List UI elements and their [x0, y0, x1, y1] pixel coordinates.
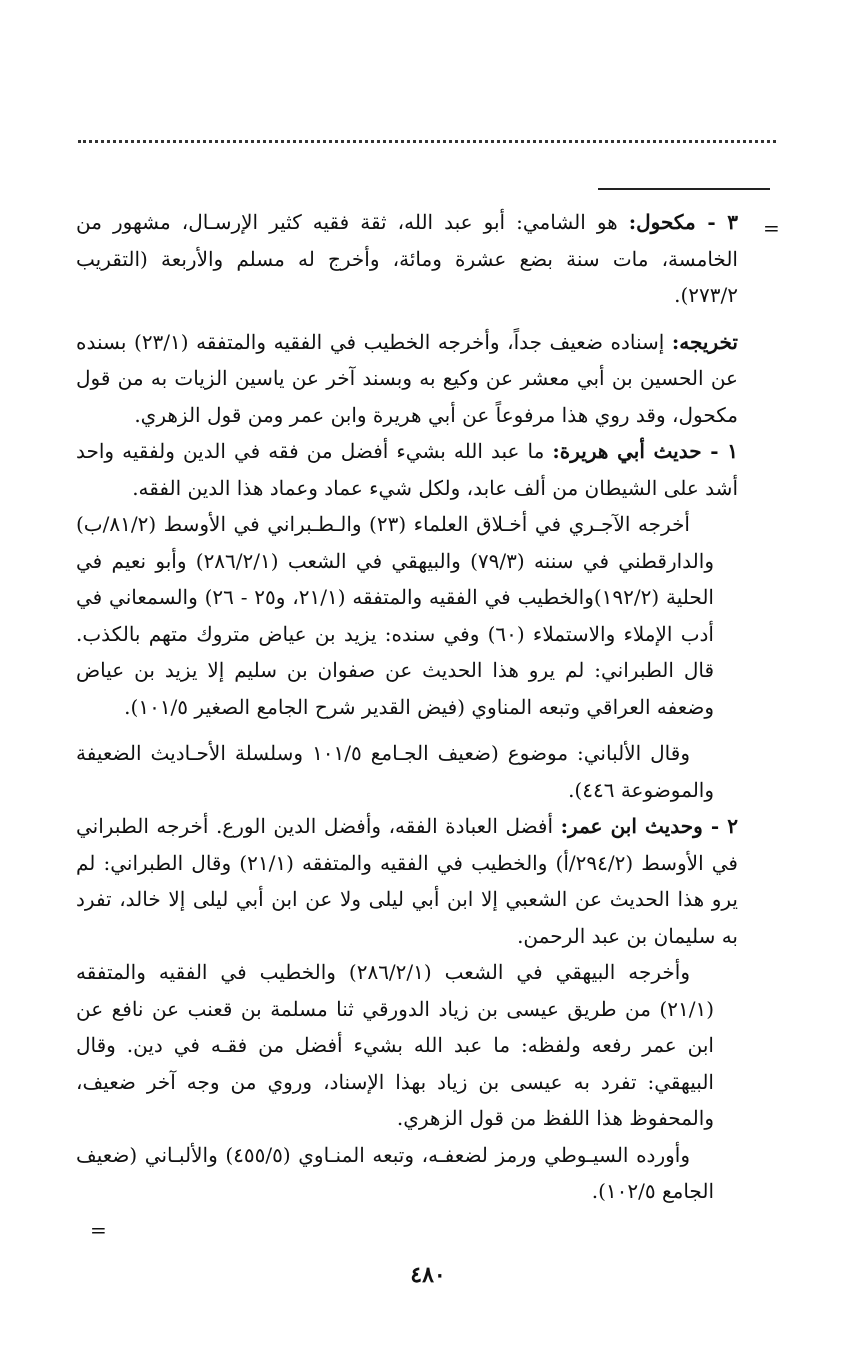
hadith-1-takhrij: أخرجه الآجـري في أخـلاق العلماء (٢٣) والـطـبراني في الأوسط (٨١/٢/ب) والدارقطني في سننه (٧٩/٣) والبيهقي في الشعب (٢٨٦/٢/١) وأبو نعيم في الحلية (١٩٢/٢)والخطيب في الفقيه والمتفقه (٢١/١، و٢٥ - ٢٦) والسمعاني في أدب الإملاء والاستملاء (٦٠) وفي سنده: يزيد بن عياض متروك متهم بالكذب. قال الطبراني: لم يرو هذا الحديث عن صفوان بن سليم إلا يزيد بن عياض وضعفه العراقي وتبعه المناوي (فيض القدير شرح الجامع الصغير ١٠١/٥).	[76, 512, 715, 719]
hadith-2-text: أفضل العبادة الفقه، وأفضل الدين الورع. أخرجه الطبراني في الأوسط (٢٩٤/٢/أ) والخطيب في الفقيه والمتفقه (٢١/١) وقال الطبراني: لم يرو هذا الحديث عن الشعبي إلا ابن أبي ليلى ولا عن ابن أبي ليلى إلا خالد، تفرد به سليمان بن عبد الرحمن.	[76, 814, 738, 948]
hadith-1-albani: وقال الألباني: موضوع (ضعيف الجـامع ١٠١/٥ وسلسلة الأحـاديث الضعيفة والموضوعة ٤٤٦).	[76, 741, 714, 802]
page-number: ٤٨٠	[410, 1262, 446, 1288]
note-takhrij	[76, 324, 738, 434]
note-makhul-text: هو الشامي: أبو عبد الله، ثقة فقيه كثير الإرسـال، مشهور من الخامسة، مات سنة بضع عشرة ومائة، وأخرج له مسلم والأربعة (التقريب ٢٧٣/٢).	[76, 210, 738, 307]
hadith-1-label: ١ - حديث أبي هريرة:	[552, 439, 738, 463]
hadith-2-suyuti: وأورده السيـوطي ورمز لضعفـه، وتبعه المنـاوي (٤٥٥/٥) والألبـاني (ضعيف الجامع ١٠٢/٥).	[76, 1142, 714, 1203]
hadith-2	[76, 808, 738, 954]
continuation-mark-top: =	[763, 216, 780, 240]
note-makhul	[76, 204, 738, 314]
continuation-mark-bottom: =	[90, 1218, 107, 1242]
footnote-rule	[598, 188, 770, 190]
note-takhrij-label: تخريجه:	[671, 329, 738, 354]
note-takhrij-text: إسناده ضعيف جداً، وأخرجه الخطيب في الفقيه والمتفقه (٢٣/١) بسنده عن الحسين بن أبي معشر عن وكيع به وبسند آخر عن ياسين الزيات به من قول مكحول، وقد روي هذا مرفوعاً عن أبي هريرة وابن عمر ومن قول الزهري.	[76, 329, 738, 427]
footnotes-body	[76, 204, 738, 1210]
note-makhul-label: ٣ - مكحول:	[628, 210, 738, 234]
hadith-1-text: ما عبد الله بشيء أفضل من فقه في الدين ولفقيه واحد أشد على الشيطان من ألف عابد، ولكل شيء عماد وعماد هذا الدين الفقه.	[76, 439, 738, 500]
hadith-2-label: ٢ - وحديث ابن عمر:	[560, 814, 739, 838]
dotted-separator	[78, 140, 776, 143]
hadith-2-bayhaqi: وأخرجه البيهقي في الشعب (٢٨٦/٢/١) والخطيب في الفقيه والمتفقه (٢١/١) من طريق عيسى بن زياد الدورقي ثنا مسلمة بن قعنب عن نافع عن ابن عمر رفعه ولفظه: ما عبد الله بشيء أفضل من فقـه في دين. وقال البيهقي: تفرد به عيسى بن زياد بهذا الإسناد، وروي من وجه آخر ضعيف، والمحفوظ هذا اللفظ من قول الزهري.	[76, 960, 714, 1130]
hadith-1	[76, 433, 738, 506]
